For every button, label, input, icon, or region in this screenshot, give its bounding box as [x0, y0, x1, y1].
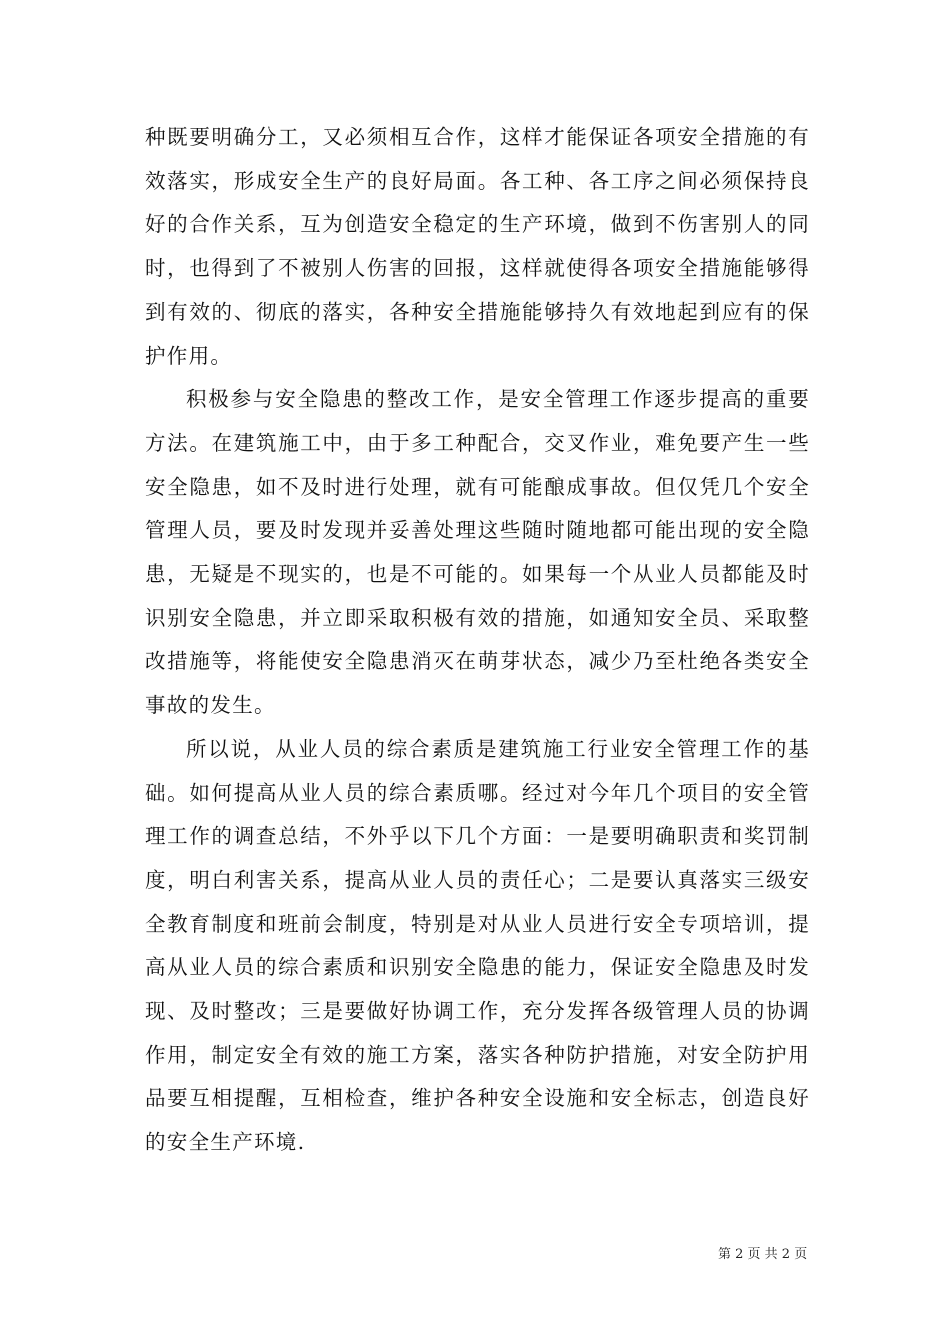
- paragraph-3: 所以说，从业人员的综合素质是建筑施工行业安全管理工作的基础。如何提高从业人员的综合素质哪。经过对今年几个项目的安全管理工作的调查总结，不外乎以下几个方面：一是要明确职责和奖罚制度，明白利害关系，提高从业人员的责任心；二是要认真落实三级安全教育制度和班前会制度，特别是对从业人员进行安全专项培训，提高从业人员的综合素质和识别安全隐患的能力，保证安全隐患及时发现、及时整改；三是要做好协调工作，充分发挥各级管理人员的协调作用，制定安全有效的施工方案，落实各种防护措施，对安全防护用品要互相提醒，互相检查，维护各种安全设施和安全标志，创造良好的安全生产环境.: [145, 736, 810, 1155]
- paragraph-1: 种既要明确分工，又必须相互合作，这样才能保证各项安全措施的有效落实，形成安全生产的良好局面。各工种、各工序之间必须保持良好的合作关系，互为创造安全稳定的生产环境，做到不伤害别人的同时，也得到了不被别人伤害的回报，这样就使得各项安全措施能够得到有效的、彻底的落实，各种安全措施能够持久有效地起到应有的保护作用。: [145, 125, 810, 368]
- document-body: [145, 116, 810, 1165]
- paragraph-2: 积极参与安全隐患的整改工作，是安全管理工作逐步提高的重要方法。在建筑施工中，由于多工种配合，交叉作业，难免要产生一些安全隐患，如不及时进行处理，就有可能酿成事故。但仅凭几个安全管理人员，要及时发现并妥善处理这些随时随地都可能出现的安全隐患，无疑是不现实的，也是不可能的。如果每一个从业人员都能及时识别安全隐患，并立即采取积极有效的措施，如通知安全员、采取整改措施等，将能使安全隐患消灭在萌芽状态，减少乃至杜绝各类安全事故的发生。: [145, 387, 810, 718]
- page-number-footer: 第 2 页 共 2 页: [718, 1247, 808, 1262]
